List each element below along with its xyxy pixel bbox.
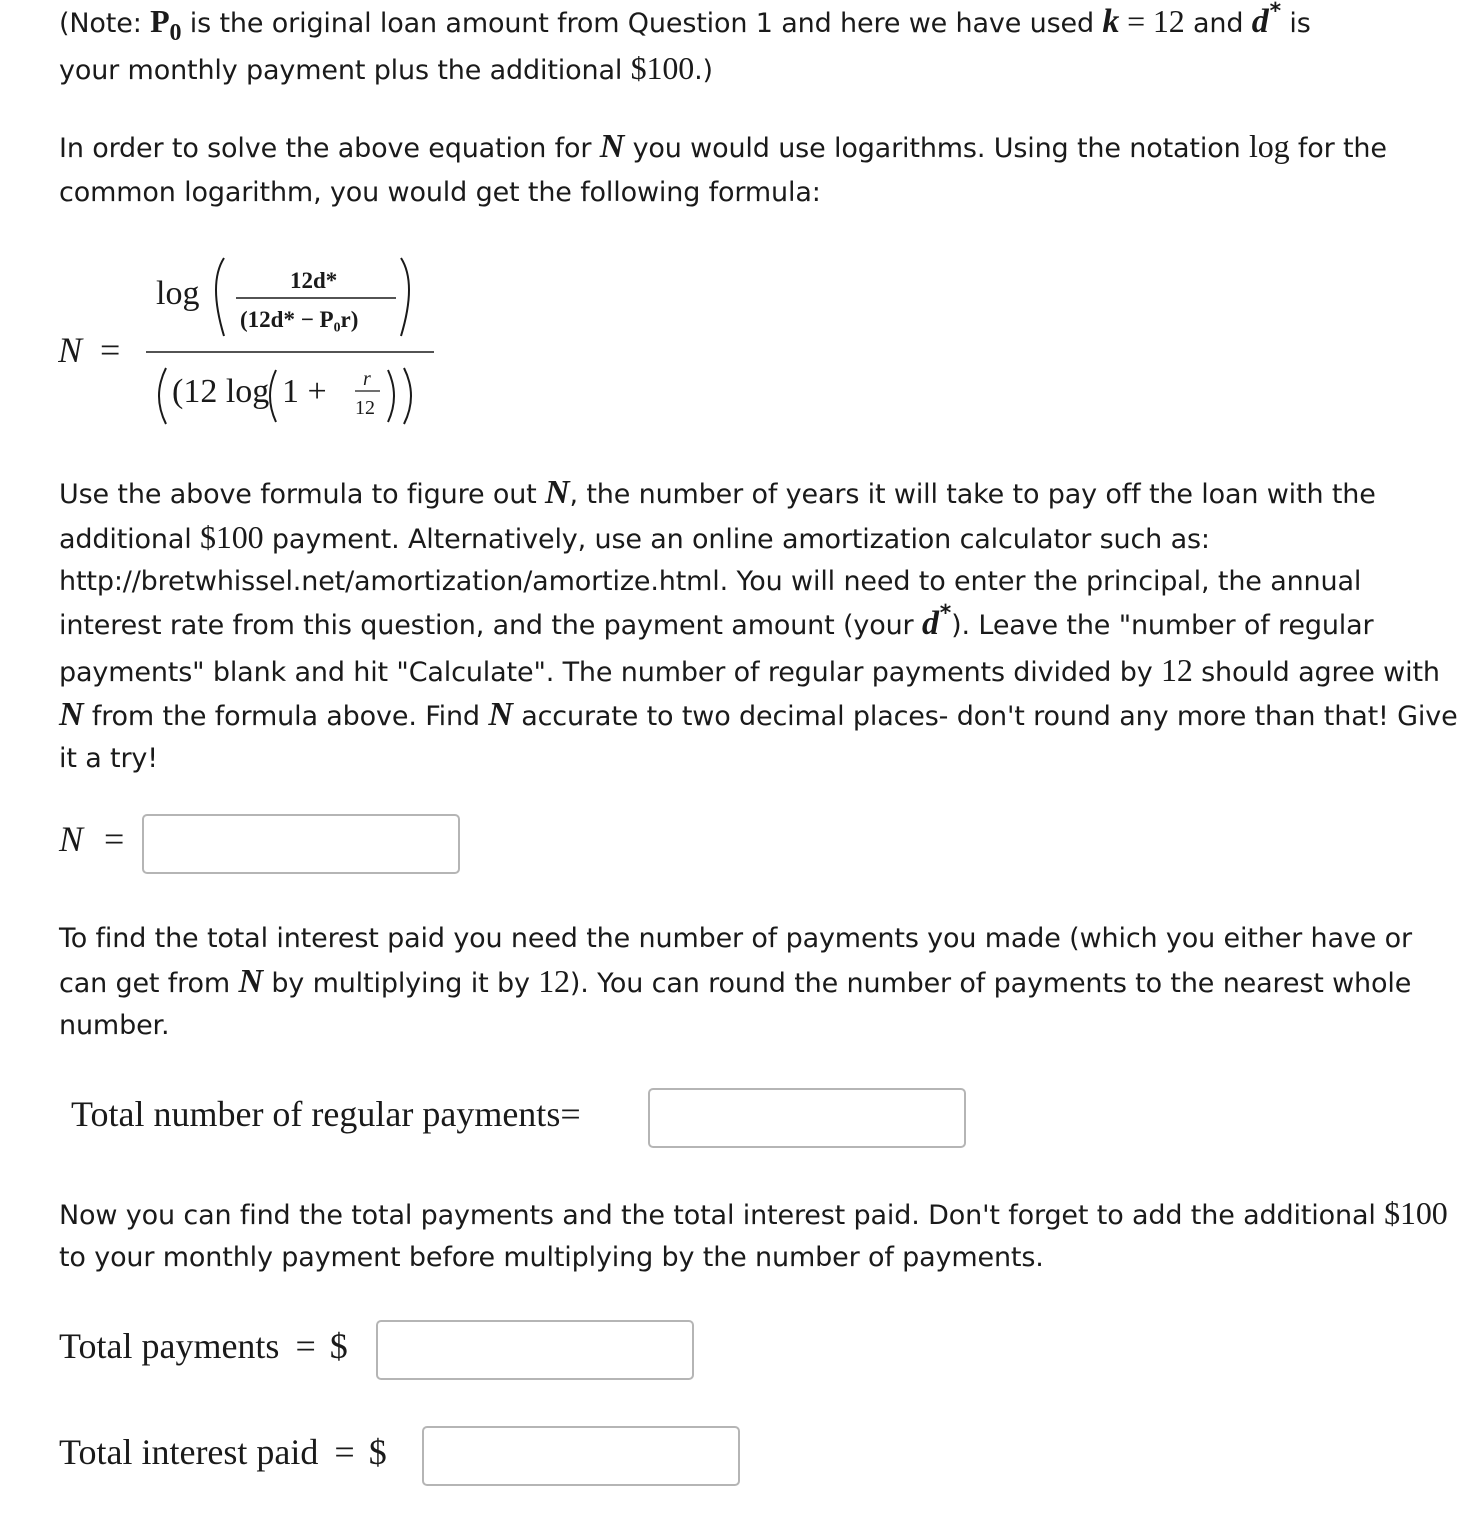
- k-value: = 12: [1119, 3, 1185, 39]
- inner-numerator: 12d*: [290, 268, 338, 293]
- instructions-text-1: Use the above formula to figure out: [59, 479, 546, 510]
- intro-text-3: for the common logarithm, you would get the following formula:: [59, 133, 1387, 208]
- instructions-text-6: from the formula above. Find: [83, 701, 489, 732]
- inner-denominator: (12d* − P₀r): [240, 307, 359, 332]
- d-variable: d: [921, 605, 939, 642]
- interest-intro-paragraph: [59, 918, 1459, 1047]
- total-interest-equals: =: [334, 1432, 355, 1472]
- instructions-text-3: payment. Alternatively, use an online amortization calculator such as: http://bretwhissel.net/amortization/amortize.html. You will need to enter the principal, the annual interest rate from this question, and the payment amount (your: [59, 524, 1362, 641]
- instructions-paragraph: [59, 472, 1459, 780]
- left-paren-large: [216, 258, 224, 336]
- instructions-text-7: accurate to two decimal places- don't round any more than that! Give it a try!: [59, 701, 1458, 774]
- d-star: *: [1269, 0, 1281, 24]
- total-payments-label-text: Total payments: [59, 1326, 280, 1366]
- intro-text-2: you would use logarithms. Using the notation: [624, 133, 1249, 164]
- note-is: is: [1281, 8, 1311, 39]
- note-and: and: [1184, 8, 1252, 39]
- intro-paragraph: [59, 124, 1459, 215]
- n-answer-input[interactable]: [142, 814, 460, 874]
- total-payments-currency: $: [329, 1326, 348, 1366]
- k-variable: k: [1102, 3, 1120, 40]
- twelve-value: 12: [1160, 652, 1193, 688]
- interest-intro-text-1: To find the total interest paid you need the number of payments you made (which you either have or can get from: [59, 923, 1412, 999]
- n-formula: [58, 248, 478, 438]
- payments-intro-amount: $100: [1384, 1195, 1448, 1231]
- total-interest-label: [59, 1431, 387, 1473]
- p0-letter: P: [150, 3, 170, 39]
- log-notation: log: [1249, 128, 1290, 164]
- total-interest-currency: $: [368, 1432, 387, 1472]
- d-star: *: [939, 601, 952, 626]
- n-variable: N: [59, 696, 84, 733]
- den-inner-right-paren: [388, 370, 394, 422]
- d-variable: d: [1251, 3, 1269, 40]
- total-payments-input[interactable]: [376, 1320, 694, 1380]
- den-left-paren: [159, 368, 166, 424]
- total-payments-label: [59, 1325, 348, 1367]
- payments-intro-text-1: Now you can find the total payments and the total interest paid. Don't forget to add the additional: [59, 1200, 1385, 1231]
- total-regular-equals: =: [560, 1094, 581, 1134]
- total-payments-equals: =: [295, 1326, 316, 1366]
- p0-subscript: 0: [169, 20, 182, 46]
- den-right-paren: [404, 368, 411, 424]
- note-paragraph: [59, 0, 1459, 92]
- note-prefix: (Note:: [59, 8, 151, 39]
- note-text: is the original loan amount from Question 1 and here we have used: [181, 8, 1103, 39]
- instructions-text-5: should agree with: [1192, 657, 1440, 688]
- twelve-value: 12: [538, 963, 570, 999]
- instructions-text-4: ). Leave the "number of regular payments" blank and hit "Calculate". The number of regular payments divided by: [59, 610, 1374, 688]
- note-amount: $100: [630, 50, 695, 86]
- note-close: .): [694, 55, 713, 86]
- total-regular-input[interactable]: [648, 1088, 966, 1148]
- n-variable: N: [599, 128, 625, 165]
- formula-equals: =: [100, 330, 121, 370]
- n-variable: N: [238, 963, 263, 1000]
- right-paren-large: [401, 258, 409, 336]
- formula-graphic: [58, 248, 478, 438]
- n-answer-equals: =: [104, 819, 125, 859]
- den-inner-left-paren: [270, 370, 276, 422]
- n-variable: N: [488, 696, 513, 733]
- total-regular-label-text: Total number of regular payments: [71, 1094, 561, 1134]
- payments-intro-text-2: to your monthly payment before multiplying by the number of payments.: [59, 1242, 1044, 1273]
- intro-text-1: In order to solve the above equation for: [59, 133, 600, 164]
- interest-intro-text-2: by multiplying it by: [262, 968, 539, 999]
- formula-lhs: N: [58, 330, 83, 370]
- den-r: r: [363, 368, 371, 390]
- interest-intro-text-3: ). You can round the number of payments to the nearest whole number.: [59, 968, 1412, 1041]
- den-one-plus: 1 +: [282, 373, 327, 410]
- den-12-log: (12 log: [172, 373, 270, 410]
- n-answer-label: N: [59, 819, 84, 859]
- total-interest-label-text: Total interest paid: [59, 1432, 319, 1472]
- note-line2: your monthly payment plus the additional: [59, 55, 631, 86]
- total-interest-input[interactable]: [422, 1426, 740, 1486]
- n-variable: N: [545, 474, 570, 511]
- total-regular-label: [71, 1093, 581, 1135]
- payments-intro-paragraph: [59, 1192, 1459, 1279]
- formula-log: log: [156, 275, 200, 312]
- den-12: 12: [355, 397, 375, 419]
- instructions-amount: $100: [200, 519, 264, 555]
- instructions-text-2: , the number of years it will take to pay off the loan with the additional: [59, 479, 1376, 555]
